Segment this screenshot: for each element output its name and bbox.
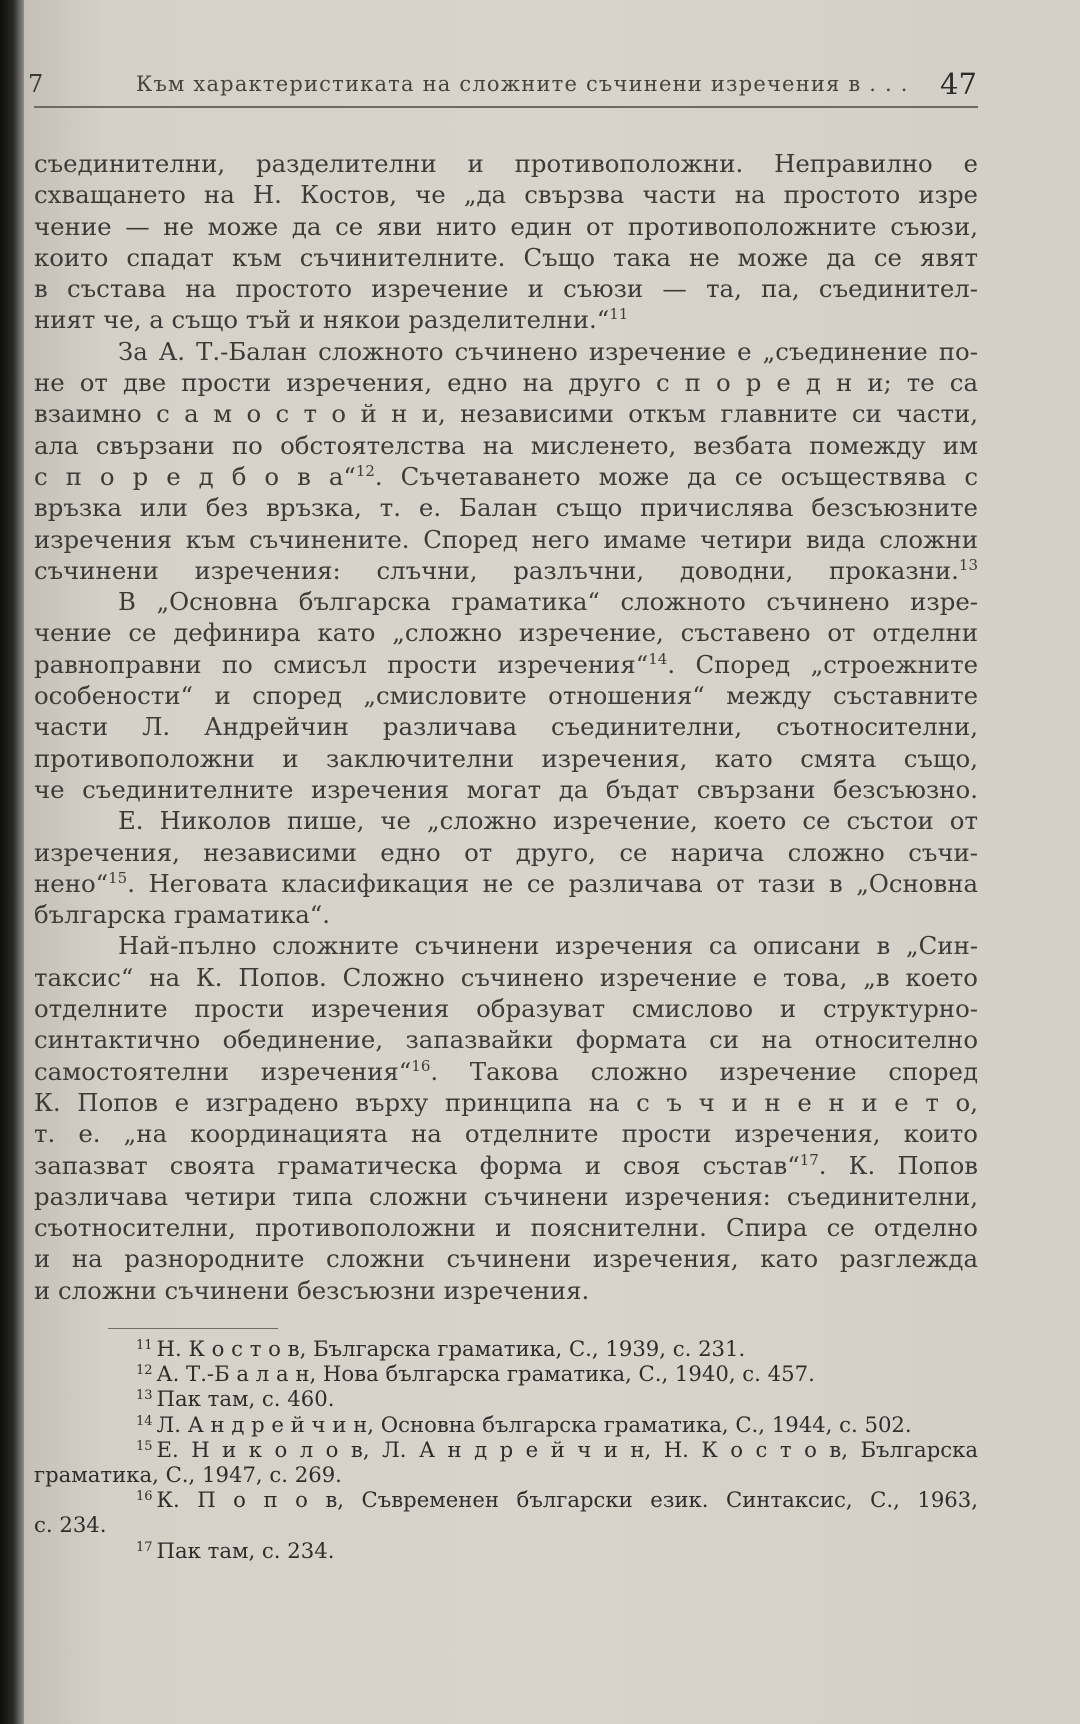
text-line-content: синтактично обединение, запазвайки формата си на относително bbox=[34, 1025, 978, 1055]
footnote bbox=[34, 1437, 978, 1462]
footnote bbox=[34, 1361, 978, 1386]
text-line-content: нено“ bbox=[34, 868, 109, 898]
text-line bbox=[34, 993, 978, 1024]
text-line bbox=[34, 461, 978, 492]
text-line-content: българска граматика“. bbox=[34, 900, 331, 930]
footnote-continuation: с. 234. bbox=[34, 1512, 107, 1538]
text-line bbox=[34, 868, 978, 899]
text-line-content: противоположни и заключителни изречения, като смята също, bbox=[34, 743, 978, 773]
text-line-content: съединителни, разделителни и противоположни. Неправилно е bbox=[34, 149, 978, 178]
footnote bbox=[34, 1412, 978, 1437]
text-line-content: които спадат към съчинителните. Също така не може да се явят bbox=[34, 242, 978, 272]
text-line-tail: . Неговата класификация не се различава от тази в „Основна bbox=[127, 868, 978, 898]
text-line bbox=[34, 586, 978, 617]
text-line bbox=[34, 336, 978, 367]
text-line-content: ала свързани по обстоятелства на мисленето, везбата помежду им bbox=[34, 430, 978, 460]
text-line bbox=[34, 492, 978, 523]
text-line-content: взаимно с а м о с т о й н и, независими откъм главните си части, bbox=[34, 399, 978, 429]
text-line-content: с п о р е д б о в а“ bbox=[34, 461, 356, 491]
footnote-text: К. П о п о в, Съвременен български език. Синтаксис, С., 1963, bbox=[156, 1487, 978, 1513]
text-line-content: различава четири типа сложни съчинени изречения: съединителни, bbox=[34, 1181, 978, 1211]
footnote-reference: 14 bbox=[648, 649, 668, 668]
footnote bbox=[34, 1487, 978, 1512]
text-line bbox=[34, 711, 978, 742]
body-text bbox=[34, 148, 978, 1306]
footnote-continuation: граматика, С., 1947, с. 269. bbox=[34, 1461, 342, 1487]
text-line bbox=[34, 1056, 978, 1087]
text-line bbox=[34, 304, 978, 335]
footnote-separator bbox=[108, 1328, 278, 1329]
text-line bbox=[34, 617, 978, 648]
book-page bbox=[24, 0, 1080, 1724]
text-line-content: т. е. „на координацията на отделните прости изречения, които bbox=[34, 1119, 978, 1149]
running-title: Към характеристиката на сложните съчинени изречения в . . . bbox=[136, 72, 909, 96]
text-line-content: изречения, независими едно от друго, се нарича сложно съчи- bbox=[34, 837, 978, 867]
footnote-text: Е. Н и к о л о в, Л. А н д р е й ч и н, Н. К о с т о в, Българска bbox=[156, 1436, 978, 1462]
text-line-content: части Л. Андрейчин различава съединителни, съотносителни, bbox=[34, 712, 978, 742]
footnote-reference: 13 bbox=[958, 555, 978, 574]
text-line-content: Най-пълно сложните съчинени изречения са описани в „Син- bbox=[118, 931, 978, 961]
text-line-content: че съединителните изречения могат да бъдат свързани безсъюзно. bbox=[34, 774, 978, 804]
text-line bbox=[34, 1212, 978, 1243]
footnote-text: Пак там, с. 234. bbox=[156, 1537, 335, 1563]
text-line-content: и сложни съчинени безсъюзни изречения. bbox=[34, 1275, 590, 1305]
footnote-reference: 17 bbox=[799, 1150, 819, 1169]
book-spine-shadow bbox=[0, 0, 24, 1724]
text-line-content: равноправни по смисъл прости изречения“ bbox=[34, 649, 649, 679]
text-line-content: в състава на простото изречение и съюзи — та, па, съединител- bbox=[34, 274, 978, 304]
footnote-text: Н. К о с т о в, Българска граматика, С., 1939, с. 231. bbox=[156, 1336, 746, 1361]
text-line-content: самостоятелни изречения“ bbox=[34, 1056, 412, 1086]
text-line bbox=[34, 837, 978, 868]
text-line bbox=[34, 774, 978, 805]
text-line-content: запазват своята граматическа форма и своя състав“ bbox=[34, 1150, 800, 1180]
text-line-tail: . К. Попов bbox=[818, 1150, 978, 1180]
page-number: 47 bbox=[940, 67, 977, 101]
text-line bbox=[34, 649, 978, 680]
text-line-content: За А. Т.-Балан сложното съчинено изречение е „съединение по- bbox=[118, 336, 978, 366]
footnote-text: А. Т.-Б а л а н, Нова българска граматика, С., 1940, с. 457. bbox=[156, 1361, 815, 1387]
text-line bbox=[34, 1024, 978, 1055]
text-line bbox=[34, 680, 978, 711]
text-line-content: Е. Николов пише, че „сложно изречение, което се състои от bbox=[118, 806, 978, 836]
footnote-number: 13 bbox=[136, 1388, 153, 1404]
text-line bbox=[34, 1118, 978, 1149]
running-header bbox=[24, 67, 984, 106]
footnote-reference: 15 bbox=[108, 868, 128, 887]
footnote-reference: 16 bbox=[411, 1056, 431, 1075]
footnote bbox=[34, 1386, 978, 1411]
text-line-content: ният че, а също тъй и някои разделителни.“ bbox=[34, 305, 610, 335]
text-line bbox=[34, 242, 978, 273]
footnote-number: 12 bbox=[136, 1363, 153, 1379]
text-line bbox=[34, 273, 978, 304]
text-line bbox=[34, 962, 978, 993]
text-line bbox=[34, 1181, 978, 1212]
text-line-content: таксис“ на К. Попов. Сложно съчинено изречение е това, „в което bbox=[34, 962, 978, 992]
text-line-content: чение се дефинира като „сложно изречение, съставено от отделни bbox=[34, 618, 978, 648]
footnote-number: 16 bbox=[136, 1489, 153, 1505]
text-line-content: изречения към съчинените. Според него имаме четири вида сложни bbox=[34, 524, 978, 554]
text-line-content: съотносителни, противоположни и пояснителни. Спира се отделно bbox=[34, 1213, 978, 1243]
footnote-text: Л. А н д р е й ч и н, Основна българска граматика, С., 1944, с. 502. bbox=[156, 1411, 912, 1437]
footnotes bbox=[34, 1336, 978, 1563]
text-line-content: К. Попов е изградено върху принципа на с ъ ч и н е н и е т о, bbox=[34, 1087, 978, 1117]
text-line bbox=[34, 930, 978, 961]
footnote-number: 17 bbox=[136, 1539, 153, 1555]
text-line bbox=[34, 367, 978, 398]
text-line-content: съчинени изречения: слъчни, разлъчни, доводни, проказни. bbox=[34, 555, 959, 585]
previous-page-number-fragment: 7 bbox=[28, 70, 44, 98]
footnote-text: Пак там, с. 460. bbox=[156, 1386, 335, 1412]
text-line bbox=[34, 179, 978, 210]
text-line-content: не от две прости изречения, едно на друго с п о р е д н и; те са bbox=[34, 368, 978, 398]
text-line bbox=[34, 1150, 978, 1181]
footnote-reference: 11 bbox=[609, 305, 629, 324]
text-line bbox=[34, 398, 978, 429]
footnote bbox=[34, 1336, 978, 1361]
text-line-content: отделните прости изречения образуват смислово и структурно- bbox=[34, 994, 978, 1024]
text-line bbox=[34, 899, 978, 930]
text-line bbox=[34, 1275, 978, 1306]
text-line bbox=[34, 1087, 978, 1118]
text-line bbox=[34, 743, 978, 774]
text-line-content: и на разнородните сложни съчинени изречения, като разглежда bbox=[34, 1244, 978, 1274]
text-line bbox=[34, 555, 978, 586]
footnote-reference: 12 bbox=[355, 461, 375, 480]
footnote bbox=[34, 1538, 978, 1563]
text-line-content: особености“ и според „смисловите отношения“ между съставните bbox=[34, 681, 978, 711]
text-line bbox=[34, 1243, 978, 1274]
text-line bbox=[34, 524, 978, 555]
text-line bbox=[34, 430, 978, 461]
footnote-number: 11 bbox=[136, 1338, 153, 1353]
text-line-content: В „Основна българска граматика“ сложното съчинено изре- bbox=[118, 587, 978, 617]
text-line bbox=[34, 211, 978, 242]
text-line bbox=[34, 148, 978, 179]
text-line-tail: . Такова сложно изречение според bbox=[430, 1056, 978, 1086]
footnote-number: 15 bbox=[136, 1438, 153, 1454]
text-line bbox=[34, 805, 978, 836]
header-rule bbox=[34, 106, 978, 108]
text-line-tail: . Съчетаването може да се осъществява с bbox=[374, 461, 978, 491]
text-line-tail: . Според „строежните bbox=[667, 649, 978, 679]
text-line-content: схващането на Н. Костов, че „да свързва части на простото изре bbox=[34, 180, 978, 210]
footnote-number: 14 bbox=[136, 1413, 153, 1429]
text-line-content: връзка или без връзка, т. е. Балан също причислява безсъюзните bbox=[34, 493, 978, 523]
text-line-content: чение — не може да се яви нито един от противоположните съюзи, bbox=[34, 211, 978, 241]
